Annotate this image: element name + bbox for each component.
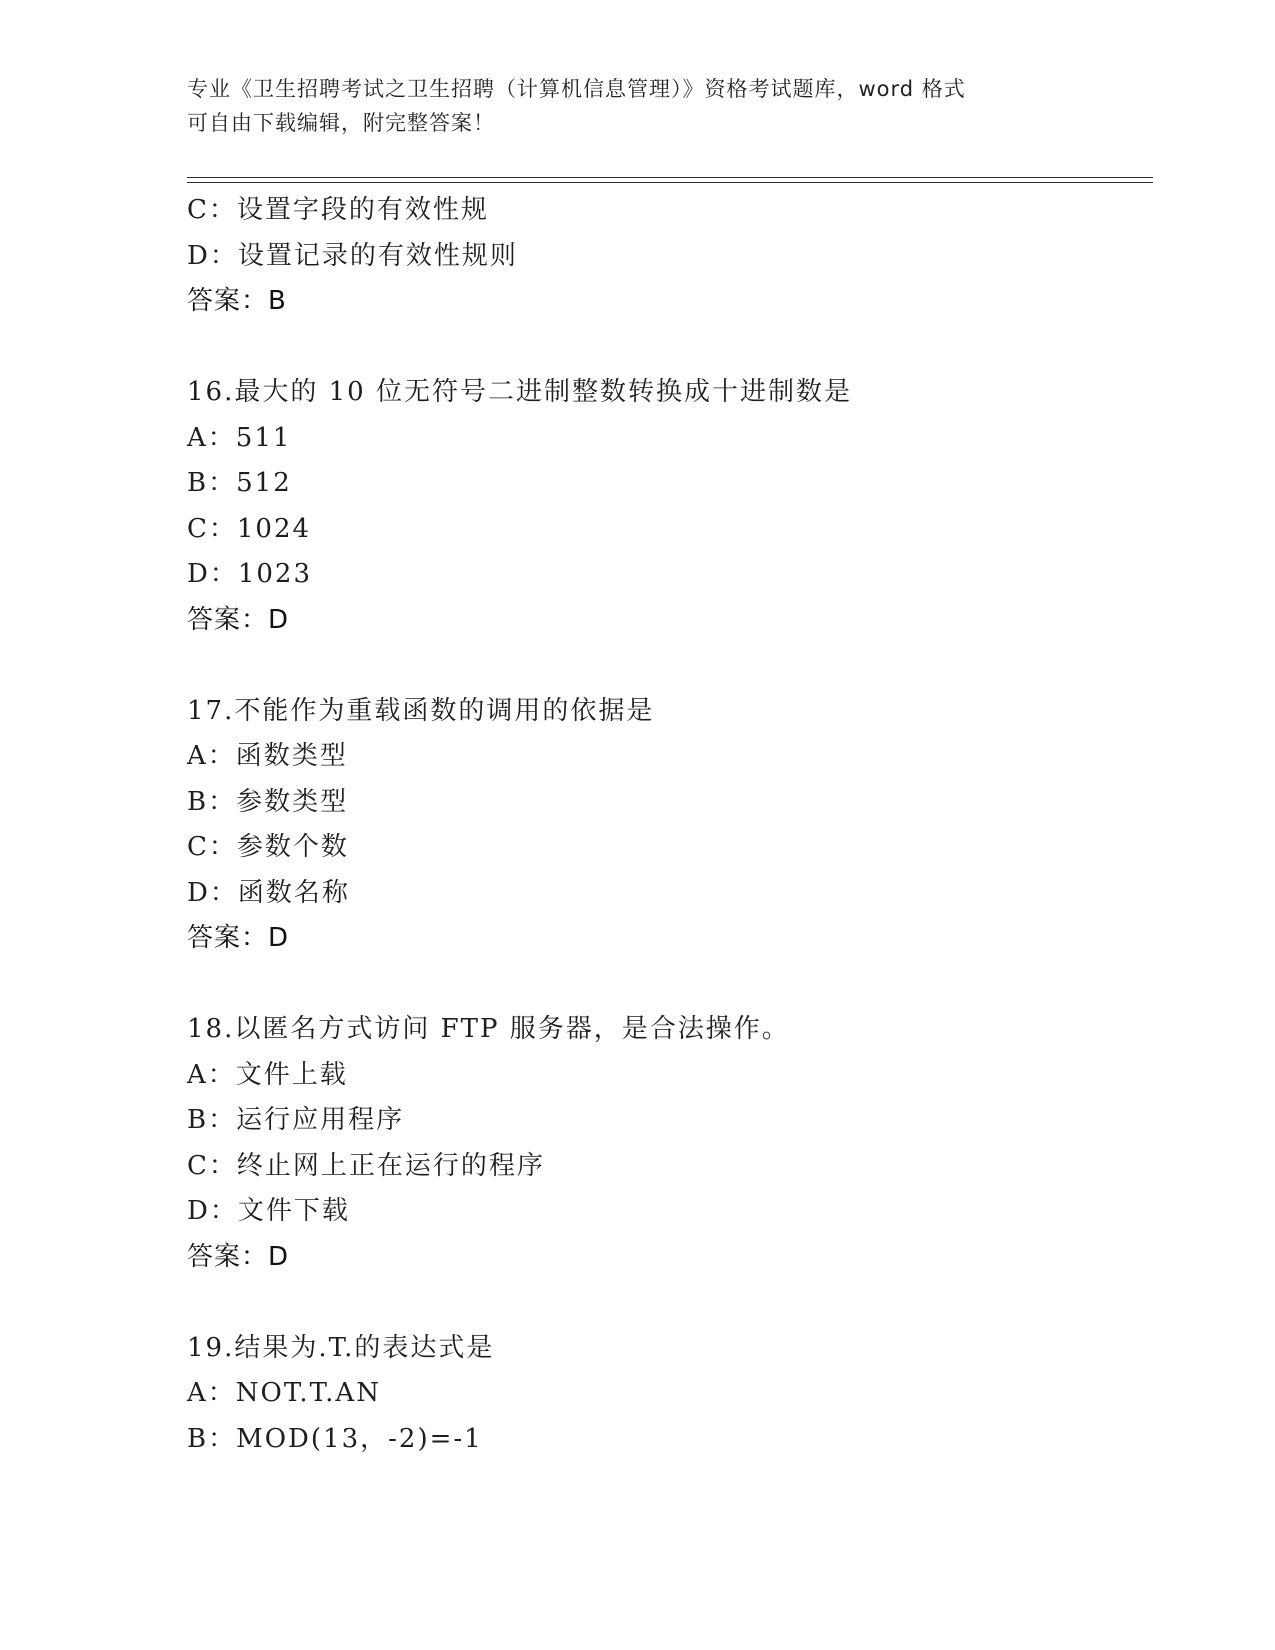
answer-line: 答案：D — [187, 1241, 290, 1272]
question-stem: 18.以匿名方式访问 FTP 服务器，是合法操作。 — [187, 1014, 790, 1044]
option-b: B：运行应用程序 — [187, 1105, 405, 1135]
answer-line: 答案：D — [187, 923, 290, 953]
option-c: C：参数个数 — [187, 832, 349, 862]
option-d: D：函数名称 — [187, 877, 350, 908]
spacer — [187, 325, 1127, 371]
option-c: C：设置字段的有效性规 — [187, 195, 489, 225]
spacer — [187, 643, 1127, 689]
option-b: B：参数类型 — [187, 786, 349, 817]
question-15-continuation — [187, 188, 1127, 325]
header-title-line-2: 可自由下载编辑，附完整答案！ — [187, 111, 495, 135]
option-a: A：函数类型 — [187, 741, 348, 771]
question-18 — [187, 1007, 1127, 1280]
question-list — [187, 188, 1127, 1462]
option-b: B：512 — [187, 468, 292, 498]
header-title-line-1: 专业《卫生招聘考试之卫生招聘（计算机信息管理）》资格考试题库，word 格式 — [187, 77, 966, 101]
question-17 — [187, 689, 1127, 962]
option-c: C：1024 — [187, 513, 312, 544]
option-c: C：终止网上正在运行的程序 — [187, 1150, 545, 1181]
spacer — [187, 962, 1127, 1008]
answer-line: 答案：B — [187, 286, 287, 316]
question-19 — [187, 1326, 1127, 1463]
option-d: D：设置记录的有效性规则 — [187, 240, 518, 271]
option-a: A：NOT.T.AN — [187, 1378, 381, 1408]
answer-line: 答案：D — [187, 604, 290, 635]
header-divider-bottom — [187, 182, 1153, 183]
question-stem: 16.最大的 10 位无符号二进制整数转换成十进制数是 — [187, 377, 852, 407]
question-stem: 17.不能作为重载函数的调用的依据是 — [187, 695, 655, 726]
option-d: D：文件下载 — [187, 1196, 350, 1226]
option-a: A：511 — [187, 422, 292, 453]
option-b: B：MOD(13，-2)=-1 — [187, 1423, 483, 1454]
header-divider-top — [187, 177, 1153, 178]
spacer — [187, 1280, 1127, 1326]
document-header — [187, 72, 1067, 140]
option-d: D：1023 — [187, 559, 313, 589]
question-stem: 19.结果为.T.的表达式是 — [187, 1332, 495, 1363]
option-a: A：文件上载 — [187, 1059, 348, 1090]
question-16 — [187, 370, 1127, 643]
